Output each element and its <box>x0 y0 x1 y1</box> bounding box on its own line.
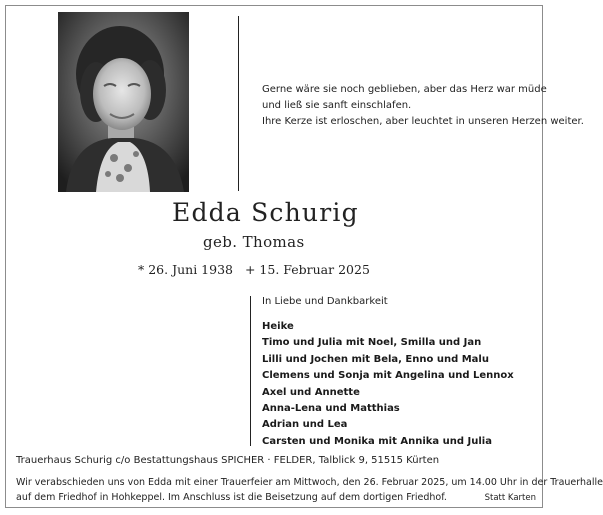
list-item: Lilli und Jochen mit Bela, Enno und Malu <box>262 353 489 365</box>
list-item: Axel und Annette <box>262 386 360 398</box>
service-line: Wir verabschieden uns von Edda mit einer Trauerfeier am Mittwoch, den 26. Februar 2025, um 14.00 Uhr in der Trauerhalle <box>16 477 603 488</box>
poem-line: und ließ sie sanft einschlafen. <box>262 100 412 111</box>
portrait-photo <box>58 12 189 192</box>
poem-line: Gerne wäre sie noch geblieben, aber das Herz war müde <box>262 84 547 95</box>
list-item: Carsten und Monika mit Annika und Julia <box>262 435 492 447</box>
maiden-name: geb. Thomas <box>203 233 305 251</box>
deceased-name: Edda Schurig <box>172 198 359 227</box>
list-item: Timo und Julia mit Noel, Smilla und Jan <box>262 337 482 349</box>
list-item: Clemens und Sonja mit Angelina und Lennox <box>262 370 514 382</box>
divider-line-top <box>238 16 239 191</box>
mourners-list <box>262 319 514 450</box>
mourners-intro: In Liebe und Dankbarkeit <box>262 296 388 307</box>
closing-note: Statt Karten <box>484 493 536 503</box>
list-item: Adrian und Lea <box>262 419 348 431</box>
mourning-house-address: Trauerhaus Schurig c/o Bestattungshaus SPICHER · FELDER, Talblick 9, 51515 Kürten <box>16 455 440 466</box>
divider-line-bottom <box>250 296 251 446</box>
poem-line: Ihre Kerze ist erloschen, aber leuchtet in unseren Herzen weiter. <box>262 116 584 127</box>
list-item: Heike <box>262 321 294 332</box>
death-date: + 15. Februar 2025 <box>244 262 370 277</box>
birth-date: * 26. Juni 1938 <box>138 262 233 277</box>
service-line: auf dem Friedhof in Hohkeppel. Im Anschluss ist die Beisetzung auf dem dortigen Friedhof. <box>16 491 447 503</box>
life-dates <box>138 262 378 277</box>
poem <box>262 82 584 130</box>
list-item: Anna-Lena und Matthias <box>262 403 400 415</box>
